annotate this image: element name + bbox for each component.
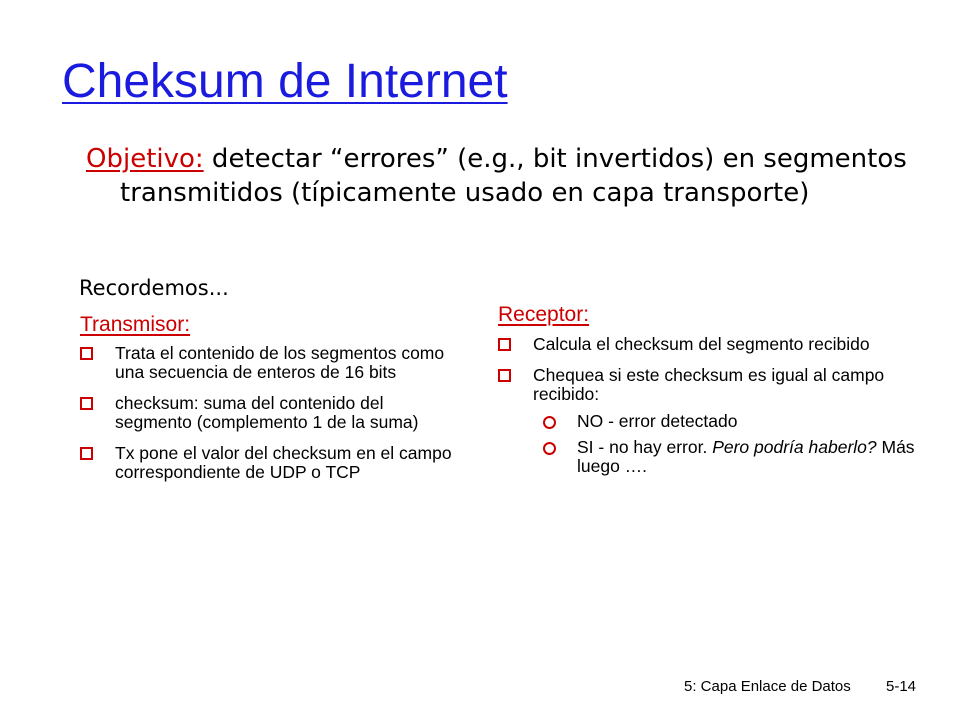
bullet-text: Tx pone el valor del checksum en el campo correspondiente de UDP o TCP: [115, 443, 452, 482]
list-item: [498, 335, 918, 354]
list-item: [80, 394, 460, 432]
hollow-square-icon: [80, 347, 93, 360]
sub-bullet-text: NO - error detectado: [577, 411, 738, 431]
receiver-list: [498, 335, 918, 488]
hollow-circle-icon: [543, 442, 556, 455]
bullet-text: checksum: suma del contenido del segmento (complemento 1 de la suma): [115, 393, 419, 432]
hollow-square-icon: [498, 369, 511, 382]
bullet-text: Calcula el checksum del segmento recibido: [533, 334, 870, 354]
objective-paragraph: [86, 142, 940, 210]
footer-course: 5: Capa Enlace de Datos: [684, 678, 851, 695]
sub-list-item: [533, 412, 918, 431]
slide-title: Cheksum de Internet: [62, 55, 508, 108]
sub-bullet-text: SI - no hay error.: [577, 437, 713, 457]
transmitter-list: [80, 344, 460, 494]
hollow-square-icon: [80, 447, 93, 460]
recall-label: Recordemos...: [79, 276, 229, 300]
hollow-square-icon: [498, 338, 511, 351]
bullet-text: Chequea si este checksum es igual al campo recibido:: [533, 365, 885, 404]
bullet-text: Trata el contenido de los segmentos como una secuencia de enteros de 16 bits: [115, 343, 445, 382]
hollow-square-icon: [80, 397, 93, 410]
receiver-heading: Receptor:: [498, 303, 590, 326]
objective-label: Objetivo:: [86, 144, 204, 174]
list-item: [498, 366, 918, 476]
receiver-sub-list: [533, 412, 918, 476]
objective-text: detectar “errores” (e.g., bit invertidos) en segmentos transmitidos (típicamente usado en capa transporte): [120, 144, 907, 208]
sub-bullet-italic: Pero podría haberlo?: [712, 437, 877, 457]
list-item: [80, 444, 460, 482]
sub-bullet-tail: Más luego ….: [577, 437, 915, 476]
sub-list-item: [533, 438, 918, 476]
footer-page-number: 5-14: [886, 678, 917, 695]
hollow-circle-icon: [543, 416, 556, 429]
transmitter-heading: Transmisor:: [80, 313, 191, 336]
list-item: [80, 344, 460, 382]
